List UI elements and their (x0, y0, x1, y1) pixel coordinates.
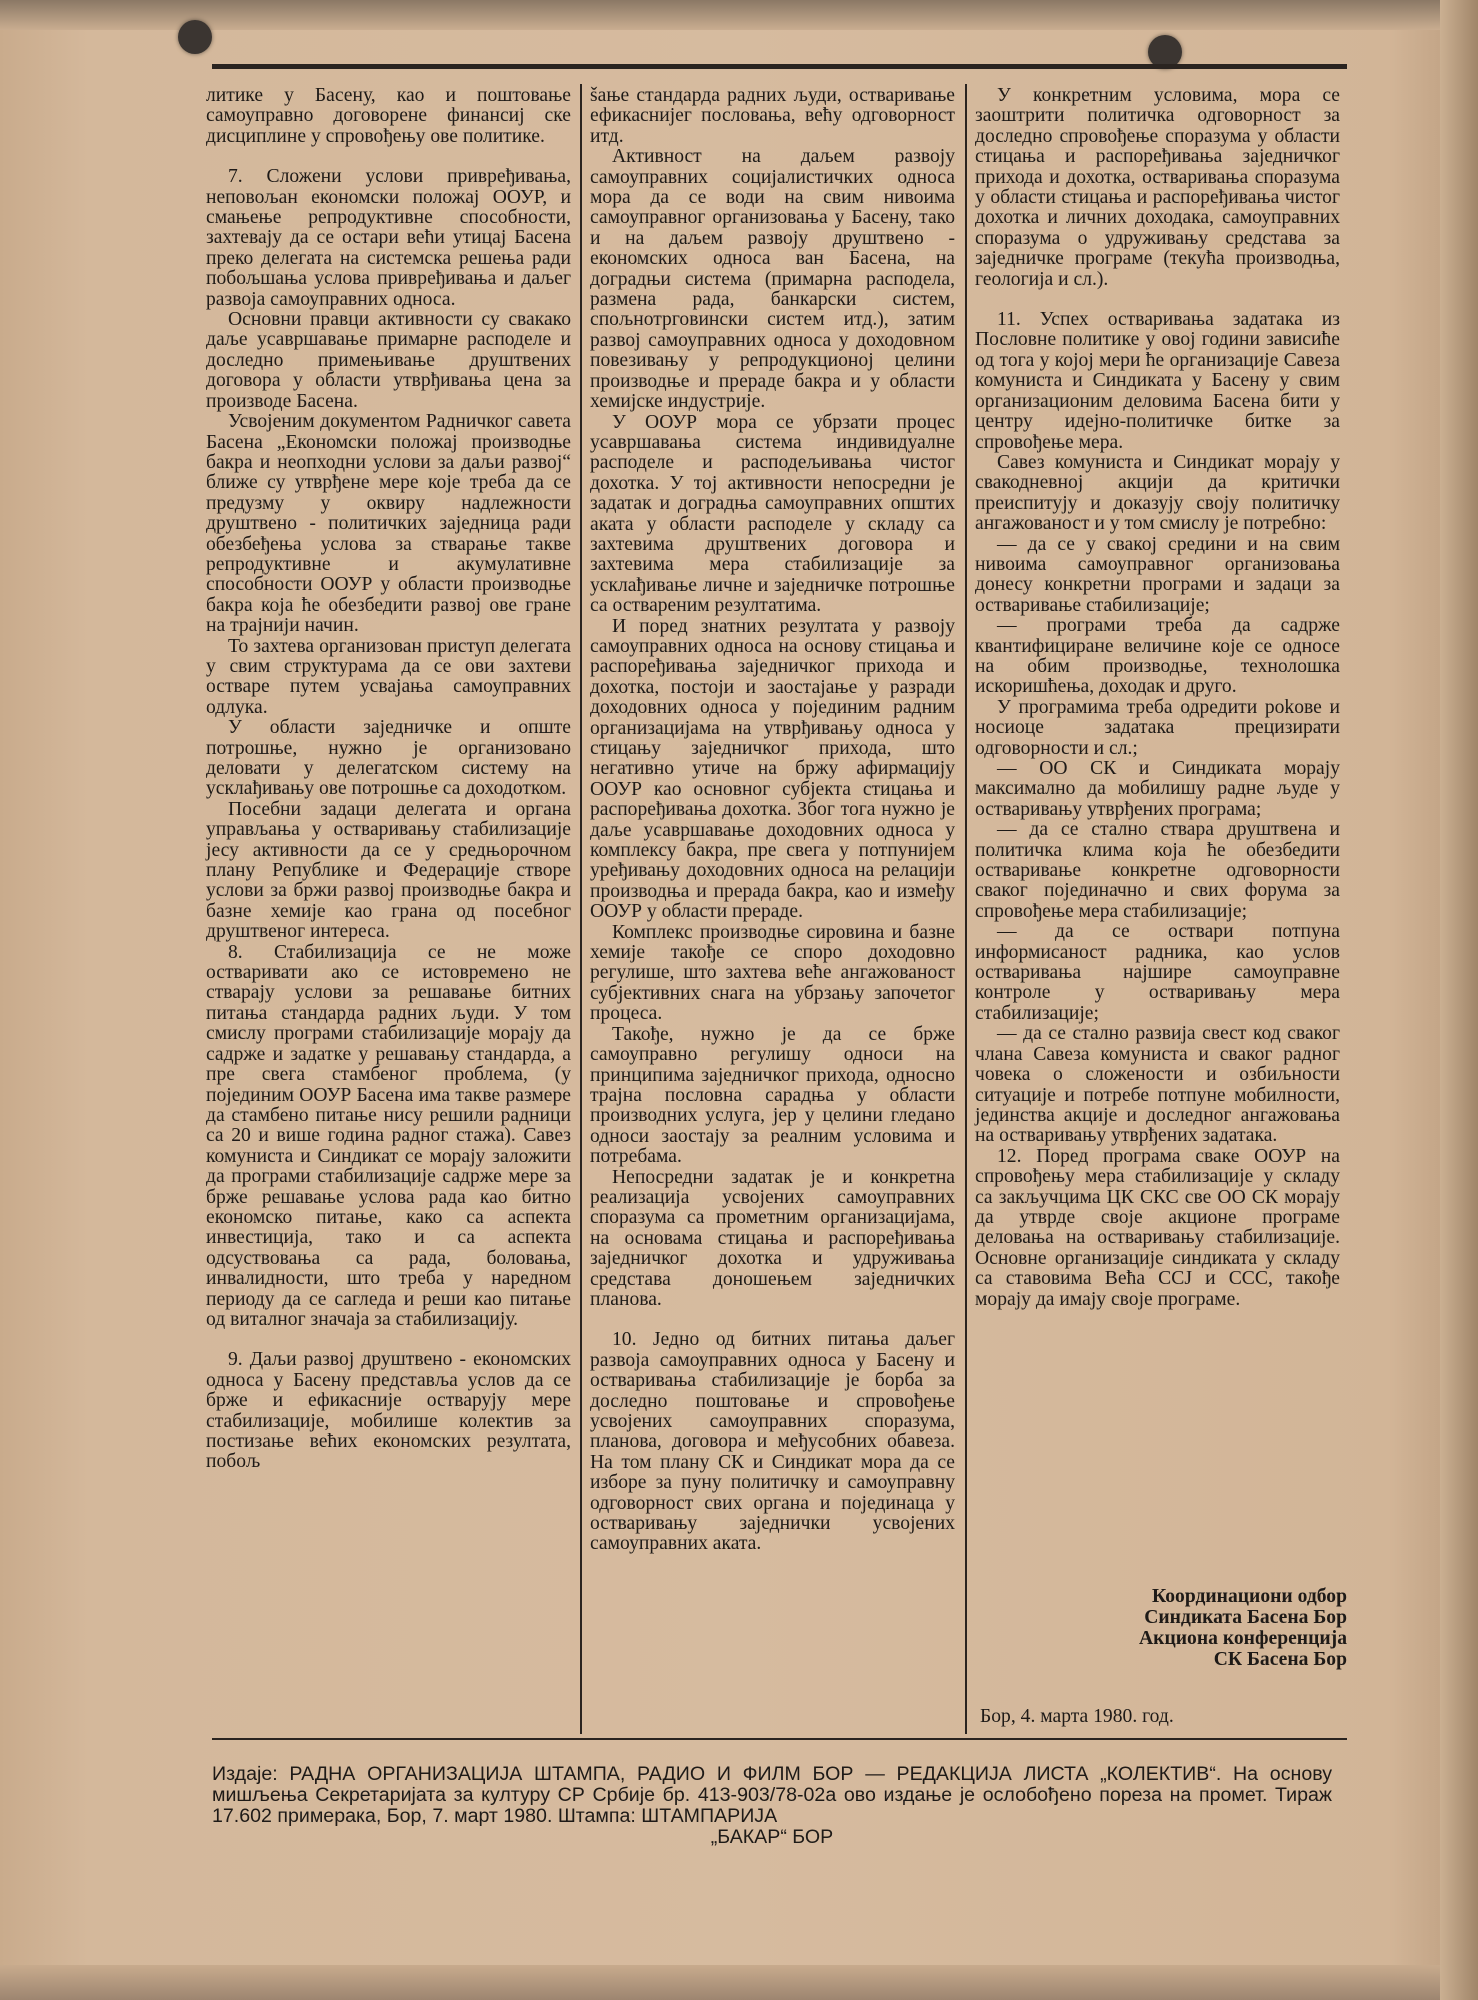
column-2 (590, 86, 955, 1555)
list-item: — да се оствари потпуна информисаност радника, као услов остваривања најшире самоуправне контроле у остваривању мера стабилизације; (975, 921, 1340, 1024)
page-top-shadow (0, 0, 1478, 30)
paragraph: 11. Успех остваривања задатака из Пословне политике у овој години зависиће од тога у којој мери ће организације Савеза комуниста и Синдиката у Басену у свим организационим деловима Басена бити у центру идејно-политичке битке за спровођење мера. (975, 309, 1340, 453)
signature-block (1005, 1586, 1347, 1670)
list-item: — да се стално развија свест код сваког члана Савеза комуниста и сваког радног човека о сложености и озбиљности ситуације и потребе потпуне мобилности, јединства акције и доследног ангажовања на остваривању утврђених задатака. (975, 1023, 1340, 1147)
paragraph: 9. Даљи развој друштвено - економских односа у Басену представља услов да се брже и ефикасније остварују мере стабилизације, мобилише колектив за постизање већих економских резултата, побољ (206, 1349, 571, 1473)
list-item: — да се у свакој средини и на свим нивоима самоуправног организовања донесу конкретни програми и задаци за остваривање стабилизације; (975, 533, 1340, 616)
paragraph: У ООУР мора се убрзати процес усавршавања система индивидуалне расподеле и расподељивања чистог дохотка. У тој активности непосредни је задатак и доградња самоуправних општих аката у области расподеле у складу са захтевима друштвених договора и захтевима мера стабилизације за усклађивање личне и заједничке потрошње са оствареним резултатима. (590, 411, 955, 617)
paragraph: Активност на даљем развоју самоуправних социјалистичких односа мора да се води на свим нивоима самоуправног организовања у Басену, тако и на даљем развоју друштвено - економских односа ван Басена, на доградњи система (примарна расподела, размена рада, банкарски систем, спољнотрговински систем итд.), затим развој самоуправних односа у доходовном повезивању у репродукционој целини производње и прераде бакра и у области хемијске индустрије. (590, 146, 955, 413)
column-3 (975, 86, 1340, 1310)
paragraph: У програмима треба одредити роkове и носиоце задатака прецизирати одговорности и сл.; (975, 696, 1340, 759)
top-rule (212, 64, 1347, 69)
paragraph: 8. Стабилизација се не може оствaривати ако се истовремено не стварају услови за решавање битних питања стандарда радних људи. У том смислу програми стабилизације морају да садрже и задатке у решавању стандарда, а пре свега стамбеног проблема, (у појединим ООУР Басена има такве размере да стамбено питање нису решили радници са 20 и више година радног стажа). Савез комуниста и Синдикат се морају заложити да програми стабилизације садрже мере за брже решавање услова рада као битно економско питање, како са аспекта инвестиција, тако и са аспекта одсуствовања са рада, боловања, инвалидности, што треба у наредном периоду да се сагледа и реши као питање од виталног значаја за стабилизацију. (206, 941, 571, 1330)
paragraph: šање стандарда радних људи, остваривање ефикаснијег пословања, већу одговорност итд. (590, 85, 955, 147)
paragraph: литике у Басену, као и поштовање самоуправно договорене финансиј ске дисциплине у спровођењу ове политике. (206, 85, 571, 147)
paragraph: Непосредни задатак је и конкретна реализација усвојених самоуправних споразума са прометним организацијама, на основама стицања и распоређивања заједничког дохотка и удруживања средстава доношењем заједничких планова. (590, 1166, 955, 1310)
paragraph: Посебни задаци делегата и органа управљања у остваривању стабилизације јесу активности да се у средњорочном плану Републике и Федерације створе услови за бржи развој производње бакра и базне хемије као грана од посебног друштвеног интереса. (206, 798, 571, 943)
list-item: — да се стално ствара друштвена и политичка клима која ће обезбедити остваривање конкретне одговорности сваког појединачно и свих форума за спровођење мера стабилизације; (975, 819, 1340, 922)
column-1 (206, 86, 571, 1473)
paragraph: У конкретним условима, мора се заоштрити политичка одговорност за доследно спровођење споразума у области стицања и распоређивања заједничког прихода и дохотка, остваривања споразума у области стицања и распоређивања чистог дохотка и личних доходака, самоуправних споразума о удруживању средстава за заједничке програме (текућа производња, геологија и сл.). (975, 85, 1340, 290)
imprint-text-last: „БАКАР“ БОР (710, 1826, 834, 1848)
binder-hole-left (178, 20, 212, 54)
signature-line: СК Басена Бор (1213, 1649, 1347, 1670)
imprint (212, 1764, 1332, 1848)
paragraph: Усвојеним документом Радничког савета Басена „Економски положај производње бакра и неопходни услови за даљи развој“ ближе су утврђене мере које треба да се предузму у оквиру надлежности друштвено - политичких заједница ради обезбеђења услова за стварање такве репродуктивне и акумулативне способности ООУР у области производње бакра која ће обезбедити развој ове гране на трајнији начин. (206, 411, 571, 637)
paragraph: То захтева организован приступ делегата у свим структурама да се ови захтеви остваре путем усвајања самоуправних одлука. (206, 635, 571, 718)
column-rule-1 (580, 84, 582, 1734)
paragraph: У области заједничке и опште потрошње, нужно је организовано деловати у делегатском систему на усклађивању ове потрошње са доходотком. (206, 717, 571, 800)
signature-line: Акциона конференција (1139, 1628, 1347, 1649)
page-bottom-shadow (0, 1965, 1478, 2000)
imprint-text: Издаје: РАДНА ОРГАНИЗАЦИЈА ШТАМПА, РАДИО И ФИЛМ БОР — РЕДАКЦИЈА ЛИСТА „КОЛЕКТИВ“. На основу мишљења Секретаријата за културу СР Србије бр. 413-903/78-02а ово издање је ослобођено пореза на промет. Тираж 17.602 примерака, Бор, 7. март 1980. Штампа: ШТАМПАРИЈА (212, 1763, 1332, 1827)
paragraph: И поред знатних резултата у развоју самоуправних односа на основу стицања и распоређивања заједничког прихода и дохотка, постоји и заостајање у разради доходовних односа у појединим радним организацијама на утврђивању односа у стицању заједничког прихода, што негативно утиче на бржу афирмацију ООУР као основног субјекта стицања и распоређивања дохотка. Због тога нужно је даље усавршавање доходовних односа у комплексу бакра, пре свега у потпунијем уређивању доходовних односа на релацији производња и прерада бакра, као и између ООУР у области прераде. (590, 615, 955, 923)
list-item: — програми треба да садрже квантифициране величине које се односе на обим производње, технолошка искоришћења, доходак и друго. (975, 615, 1340, 698)
page-right-edge (1440, 0, 1478, 2000)
paragraph: Такође, нужно је да се брже самоуправно регулишу односи на принципима заједничког прихода, односно трајна пословна сарадња у области производних услуга, јер у целини гледано односи заостају за реалним условима и потребама. (590, 1023, 955, 1168)
list-item: — ОО СК и Синдиката морају максимално да мобилишу радне људе у остваривању утврђених програма; (975, 758, 1340, 820)
signature-line: Синдиката Басена Бор (1144, 1607, 1347, 1628)
signature-line: Координациони одбор (1152, 1586, 1347, 1607)
paragraph: Основни правци активности су свакако даље усавршавање примарне расподеле и доследно примењивање друштвених договора у области утврђивања цена за производе Басена. (206, 309, 571, 412)
column-rule-2 (965, 84, 967, 1734)
place-date: Бор, 4. марта 1980. год. (980, 1706, 1174, 1727)
paragraph: Савез комуниста и Синдикат морају у свакодневној акцији да критички преиспитују и доказују своју политичку ангажованост и у том смислу је потребно: (975, 451, 1340, 535)
bottom-rule (212, 1738, 1347, 1740)
paragraph: 10. Једно од битних питања даљег развоја самоуправних односа у Басену и остваривања стабилизације је борба за доследно поштовање и спровођење усвојених самоуправних споразума, планова, договора и међусобних обавеза. На том плану СК и Синдикат мора да се изборе за пуну политичку и самоуправну одговорност свих органа и појединаца у остваривању заједнички усвојених самоуправних аката. (590, 1329, 955, 1555)
paragraph: 7. Сложени услови привређивања, неповољан економски положај ООУР, и смањење репродуктивне способности, захтевају да се остари већи утицај Басена преко делегата на системска решења ради побољшања услова привређивања и даљег развоја самоуправних односа. (206, 166, 571, 310)
paragraph: Комплекс производње сировина и базне хемије такође се споро доходовно регулише, што захтева веће ангажованост субјективних снага на убрзању започетог процеса. (590, 921, 955, 1025)
paragraph: 12. Поред програма сваке ООУР на спровођењу мера стабилизације у складу са закључцима ЦК СКС све ОО СК морају да утврде своје акционе програме деловања на остваривању стабилизације. Основне организације синдиката у складу са ставовима Већа ССЈ и ССС, такође морају да имају своје програме. (975, 1145, 1340, 1310)
